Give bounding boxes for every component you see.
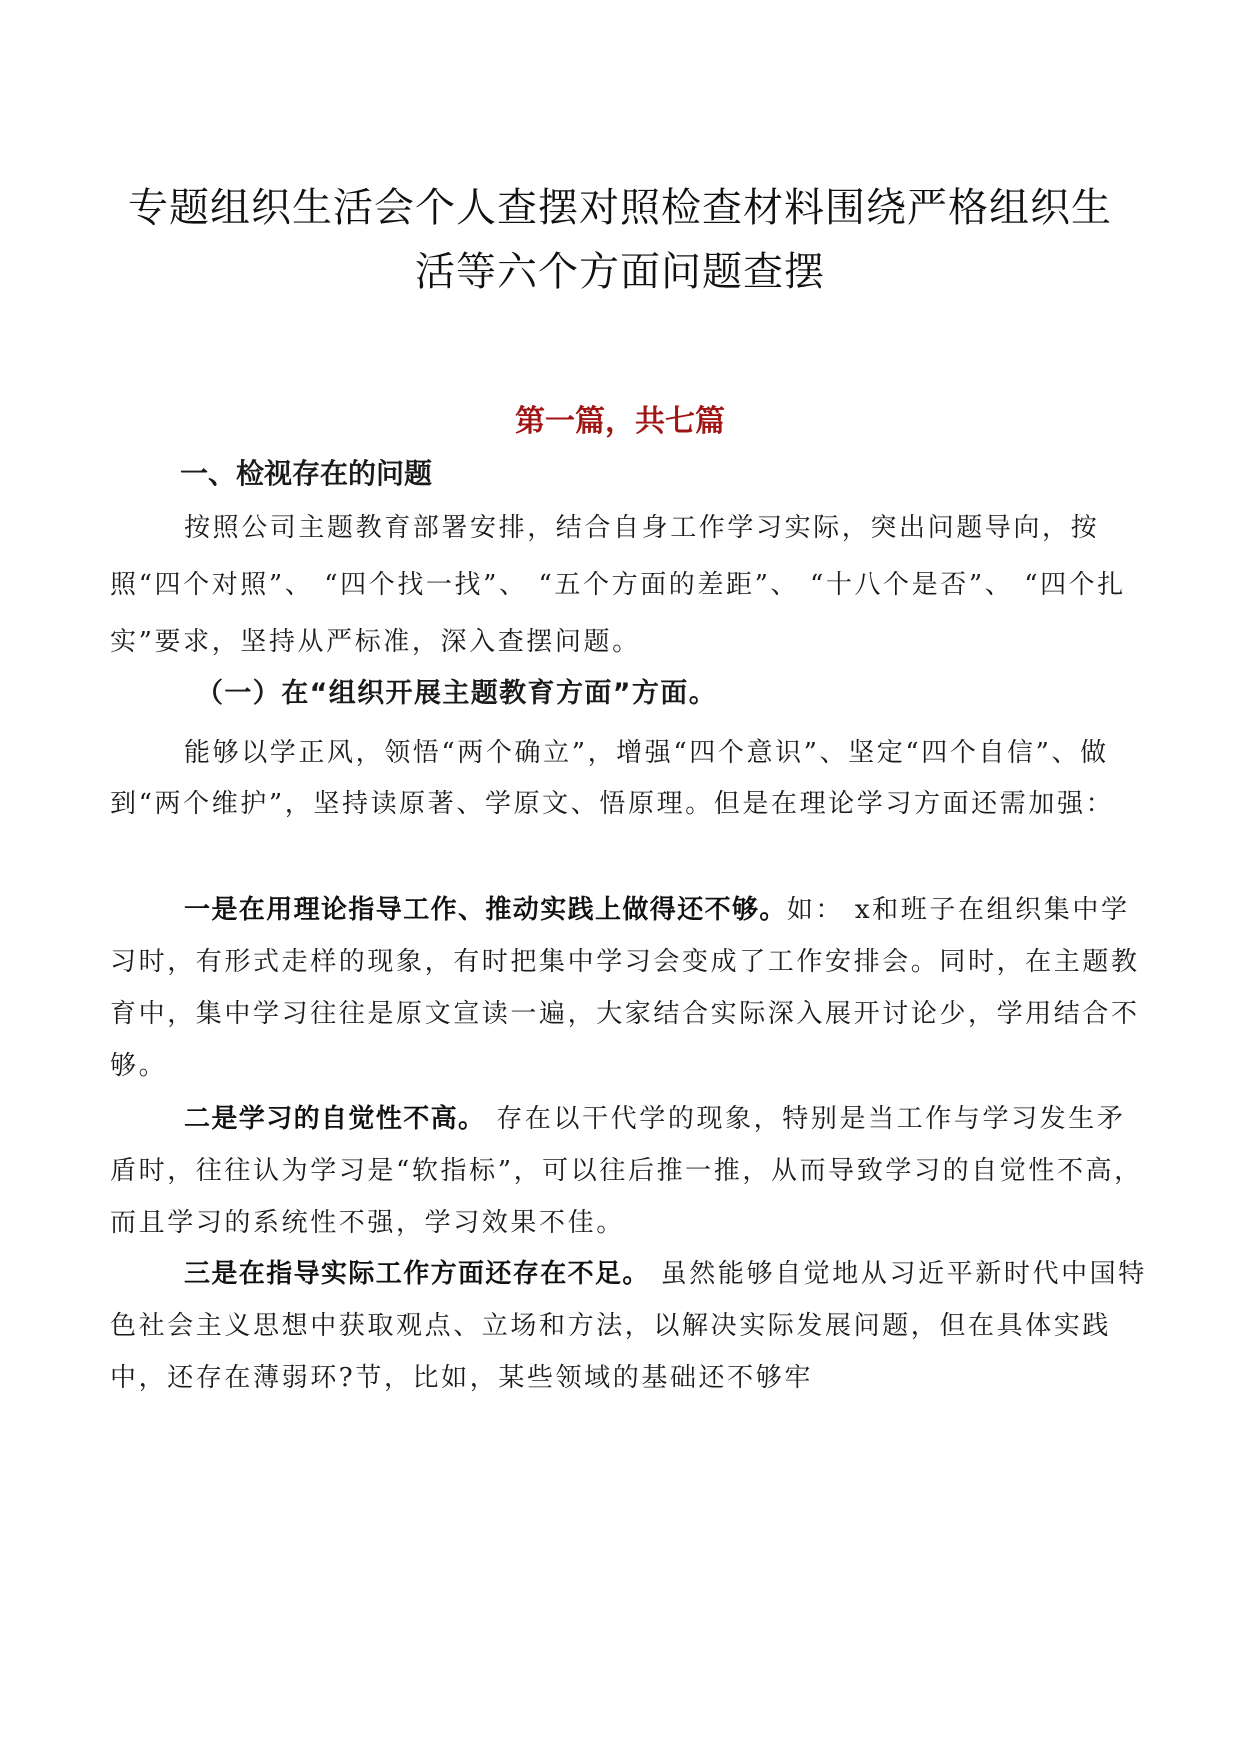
subsection-heading-1: （一）在“组织开展主题教育方面”方面。: [196, 678, 718, 709]
paragraph-2: 能够以学正风，领悟“两个确立”，增强“四个意识”、坚定“四个自信”、做到“两个维护”，坚持读原著、学原文、悟原理。但是在理论学习方面还需加强：: [110, 738, 1115, 819]
paragraph-3: [110, 884, 1150, 1092]
paragraph-5: [110, 1248, 1150, 1404]
title-line-1: 专题组织生活会个人查摆对照检查材料围绕严格组织生: [128, 185, 1112, 231]
paragraph-1: 按照公司主题教育部署安排，结合自身工作学习实际，突出问题导向，按照“四个对照”、 “四个找一找”、 “五个方面的差距”、 “十八个是否”、 “四个扎实”要求，坚持从严标准，深入查摆问题。: [110, 513, 1126, 657]
paragraph-5-body: 虽然能够自觉地从习近平新时代中国特色社会主义思想中获取观点、立场和方法，以解决实际发展问题，但在具体实践中，还存在薄弱环?节，比如，某些领域的基础还不够牢: [110, 1259, 1147, 1393]
paragraph-3-lead: 一是在用理论指导工作、推动实践上做得还不够。: [184, 895, 787, 925]
document-title: [100, 176, 1140, 304]
part-subtitle: 第一篇，共七篇: [515, 404, 725, 439]
paragraph-3-body: 如： x和班子在组织集中学习时，有形式走样的现象，有时把集中学习会变成了工作安排会。同时，在主题教育中，集中学习往往是原文宣读一遍，大家结合实际深入展开讨论少，学用结合不够。: [110, 895, 1140, 1081]
paragraph-5-lead: 三是在指导实际工作方面还存在不足。: [184, 1259, 650, 1289]
paragraph-4-lead: 二是学习的自觉性不高。: [184, 1104, 486, 1134]
title-line-2: 活等六个方面问题查摆: [415, 249, 825, 295]
paragraph-4: [110, 1093, 1150, 1249]
paragraph-4-body: 存在以干代学的现象，特别是当工作与学习发生矛盾时，往往认为学习是“软指标”，可以往后推一推，从而导致学习的自觉性不高，而且学习的系统性不强，学习效果不佳。: [110, 1104, 1143, 1238]
section-heading-1: 一、检视存在的问题: [180, 457, 433, 490]
